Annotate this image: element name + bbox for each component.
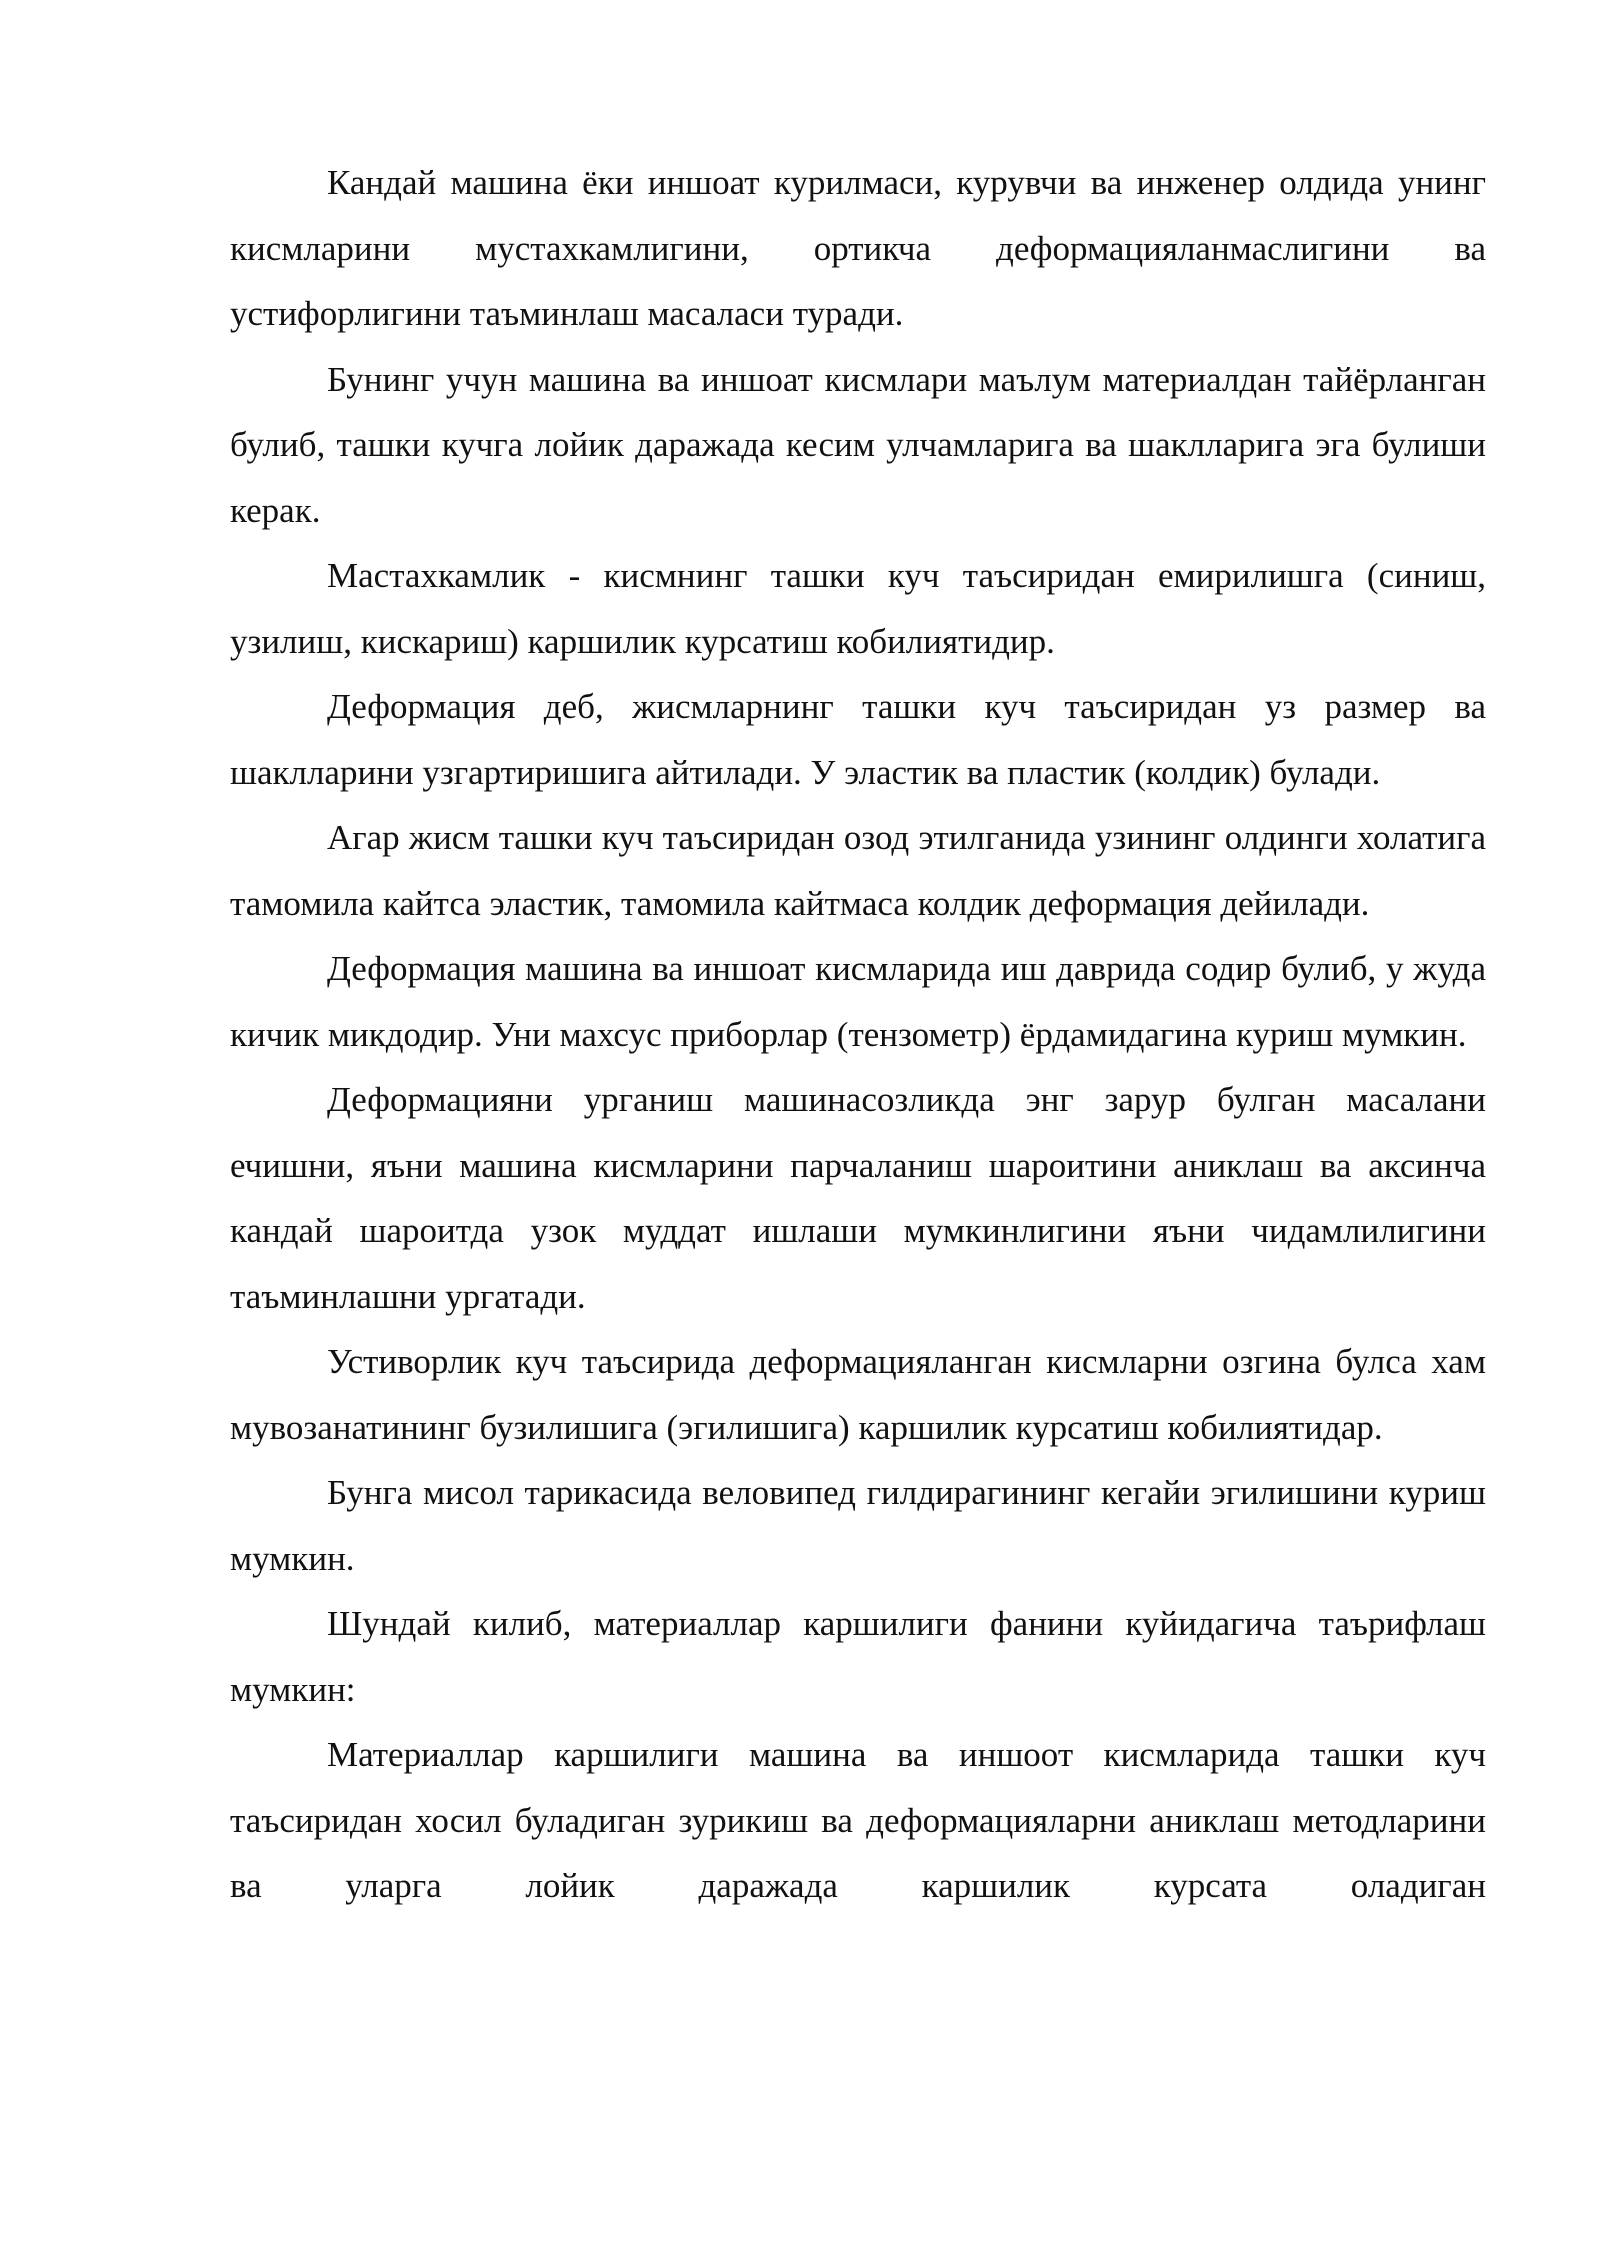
paragraph-11: Материаллар каршилиги машина ва иншоот кисмларида ташки куч таъсиридан хосил буладиган зурикиш ва деформацияларни аниклаш методларини ва уларга лойик даражада каршилик курсата оладиган: [230, 1735, 1486, 1905]
paragraph-6: Деформация машина ва иншоат кисмларида иш даврида содир булиб, у жуда кичик микдодир. Уни махсус приборлар (тензометр) ёрдамидагина куриш мумкин.: [230, 949, 1486, 1054]
paragraph-2: Бунинг учун машина ва иншоат кисмлари маълум материалдан тайёрланган булиб, ташки кучга лойик даражада кесим улчамларига ва шаклларига эга булиши керак.: [230, 359, 1486, 530]
paragraph-4: Деформация деб, жисмларнинг ташки куч таъсиридан уз размер ва шаклларини узгартиришига айтилади. У эластик ва пластик (колдик) булади.: [230, 687, 1486, 792]
paragraph-5: Агар жисм ташки куч таъсиридан озод этилганида узининг олдинги холатига тамомила кайтса эластик, тамомила кайтмаса колдик деформация дейилади.: [230, 818, 1486, 923]
paragraph-7: Деформацияни урганиш машинасозликда энг зарур булган масалани ечишни, яъни машина кисмларини парчаланиш шароитини аниклаш ва аксинча кандай шароитда узок муддат ишлаши мумкинлигини яъни чидамлилигини таъминлашни ургатади.: [230, 1080, 1486, 1316]
paragraph-10: Шундай килиб, материаллар каршилиги фанини куйидагича таърифлаш мумкин:: [230, 1604, 1486, 1709]
paragraph-8: Устиворлик куч таъсирида деформацияланган кисмларни озгина булса хам мувозанатининг бузилишига (эгилишига) каршилик курсатиш кобилиятидар.: [230, 1342, 1486, 1447]
body-text: [230, 150, 1486, 1919]
paragraph-1: Кандай машина ёки иншоат курилмаси, курувчи ва инженер олдида унинг кисмларини мустахкамлигини, ортикча деформацияланмаслигини ва устифорлигини таъминлаш масаласи туради.: [230, 163, 1486, 333]
paragraph-3: Мастахкамлик - кисмнинг ташки куч таъсиридан емирилишга (синиш, узилиш, кискариш) каршилик курсатиш кобилиятидир.: [230, 556, 1486, 661]
paragraph-9: Бунга мисол тарикасида веловипед гилдирагининг кегайи эгилишини куриш мумкин.: [230, 1473, 1486, 1578]
